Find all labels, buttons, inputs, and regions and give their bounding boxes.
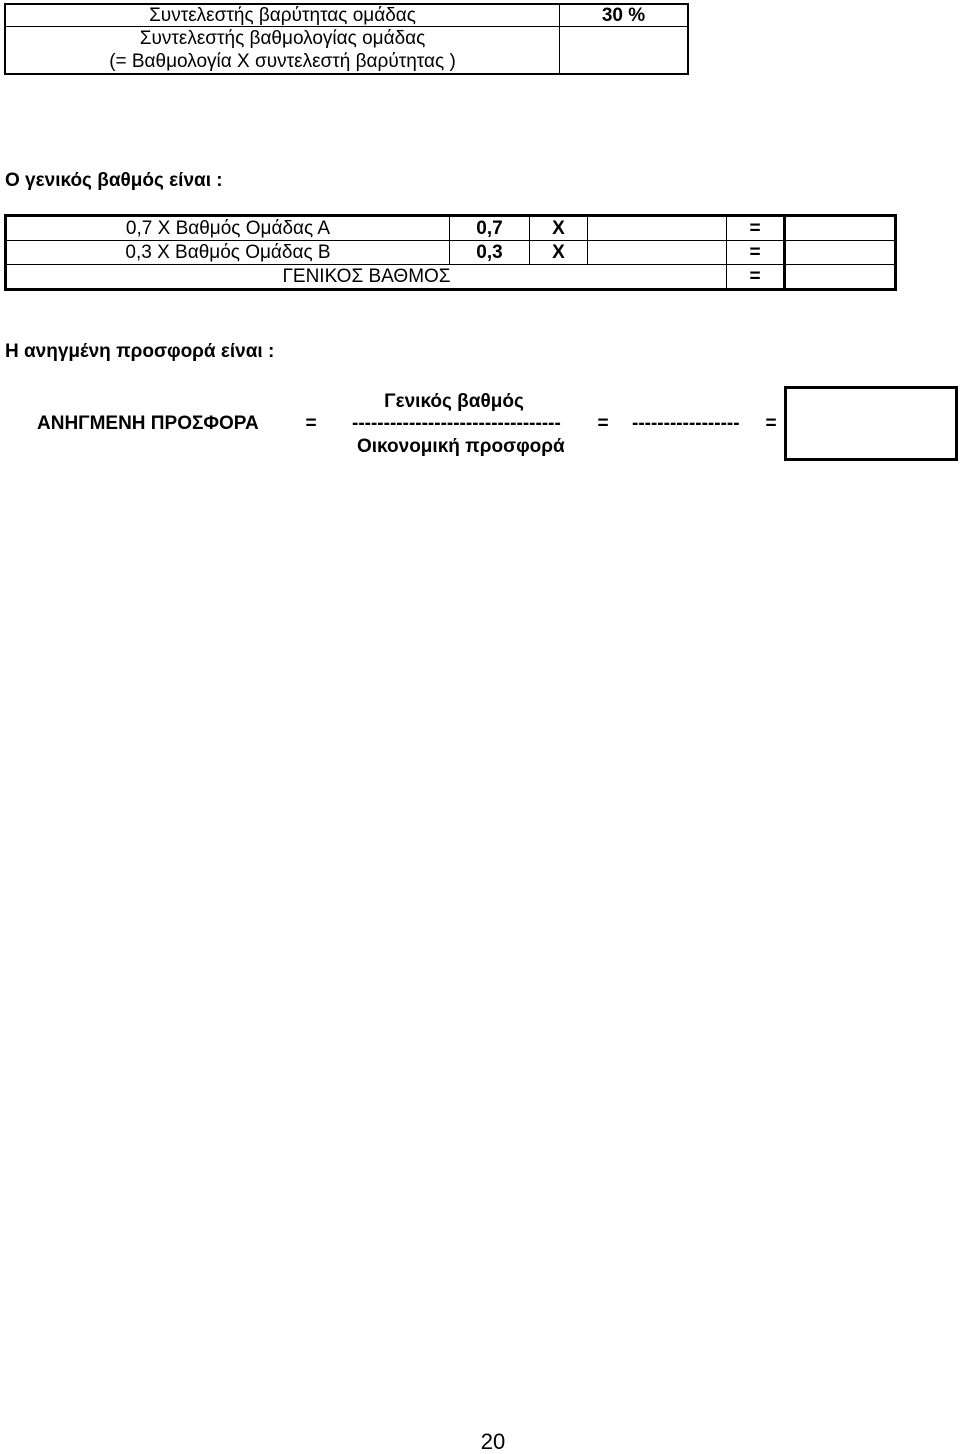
formula-equals-2: = (597, 413, 609, 434)
score-factor-value-cell (560, 27, 687, 73)
formula-equals-3: = (765, 413, 777, 434)
general-grade-heading: Ο γενικός βαθμός είναι : (5, 170, 223, 191)
row-a-result-cell (783, 217, 894, 241)
row-b-result-cell (783, 241, 894, 265)
weight-value-cell (560, 5, 687, 27)
row-a-factor: 0,7 (476, 217, 503, 239)
reduced-offer-label: ΑΝΗΓΜΕΝΗ ΠΡΟΣΦΟΡΑ (37, 413, 259, 434)
row-a-grade-cell (588, 217, 727, 241)
row-a-equals: = (749, 217, 761, 239)
weight-label: Συντελεστής βαρύτητας ομάδας (149, 5, 416, 26)
row-a-equals-cell (727, 217, 783, 241)
page-number: 20 (480, 1429, 506, 1454)
formula-denominator: Οικονομική προσφορά (357, 436, 565, 457)
total-equals-cell (727, 265, 783, 288)
row-b-grade-cell (588, 241, 727, 265)
formula-numerator: Γενικός βαθμός (384, 391, 524, 412)
row-a-times-cell (530, 217, 588, 241)
row-b-factor: 0,3 (476, 241, 503, 263)
total-equals: = (749, 265, 761, 287)
total-label: ΓΕΝΙΚΟΣ ΒΑΘΜΟΣ (282, 265, 451, 287)
general-grade-table (4, 214, 897, 291)
weight-value: 30 % (601, 5, 646, 26)
weight-label-cell (6, 5, 560, 27)
row-b-times: Χ (552, 241, 565, 263)
row-b-times-cell (530, 241, 588, 265)
row-b-factor-cell (450, 241, 530, 265)
row-b-label: 0,3 Χ Βαθμός Ομάδας Β (125, 241, 331, 263)
reduced-offer-heading: Η ανηγμένη προσφορά είναι : (5, 341, 275, 362)
weight-table (4, 3, 689, 75)
score-factor-label-line2: (= Βαθμολογία Χ συντελεστή βαρύτητας ) (109, 51, 456, 72)
total-label-cell (7, 265, 727, 288)
formula-equals-1: = (305, 413, 317, 434)
formula-fraction-line: --------------------------------- (352, 413, 561, 434)
formula-short-line: ----------------- (632, 413, 740, 434)
score-factor-label-line1: Συντελεστής βαθμολογίας ομάδας (139, 28, 426, 49)
row-b-label-cell (7, 241, 450, 265)
score-factor-label-cell (6, 27, 560, 73)
row-a-times: Χ (552, 217, 565, 239)
row-b-equals-cell (727, 241, 783, 265)
row-a-label: 0,7 Χ Βαθμός Ομάδας Α (125, 217, 331, 239)
row-a-label-cell (7, 217, 450, 241)
total-result-cell (783, 265, 894, 288)
row-b-equals: = (749, 241, 761, 263)
reduced-offer-result-box (784, 386, 958, 461)
row-a-factor-cell (450, 217, 530, 241)
